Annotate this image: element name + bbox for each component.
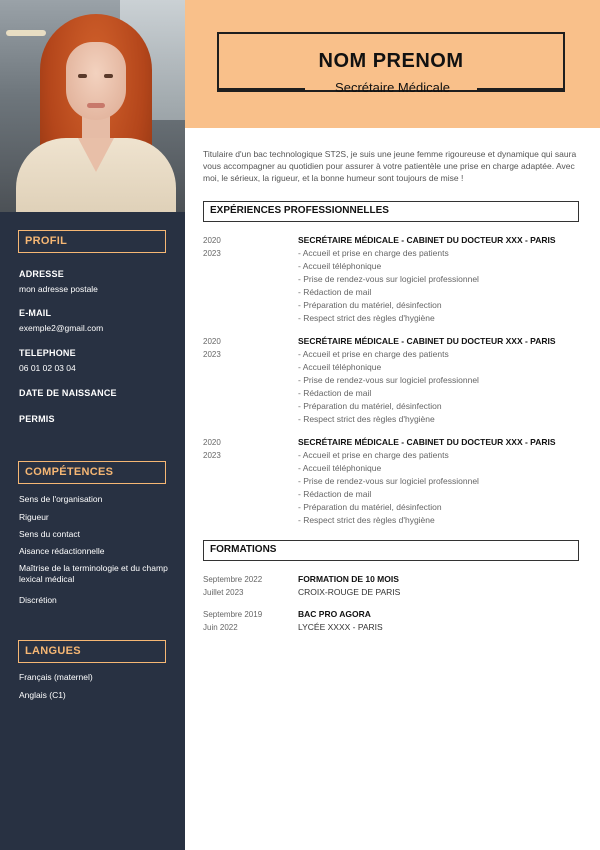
telephone-value: 06 01 02 03 04: [19, 363, 76, 373]
formations-heading: FORMATIONS: [203, 540, 579, 561]
experience-start-date: 2020: [203, 337, 221, 346]
formation-end-date: Juin 2022: [203, 623, 238, 632]
experience-bullet: - Prise de rendez-vous sur logiciel professionnel: [298, 274, 479, 284]
experience-title: SECRÉTAIRE MÉDICALE - CABINET DU DOCTEUR XXX - PARIS: [298, 336, 556, 346]
job-title: Secrétaire Médicale: [335, 80, 450, 95]
experience-bullet: - Prise de rendez-vous sur logiciel professionnel: [298, 375, 479, 385]
permis-label: PERMIS: [19, 414, 55, 424]
formation-school: LYCÉE XXXX - PARIS: [298, 622, 383, 632]
profil-heading: PROFIL: [18, 230, 166, 253]
telephone-label: TELEPHONE: [19, 348, 76, 358]
date-naissance-label: DATE DE NAISSANCE: [19, 388, 117, 398]
experiences-heading: EXPÉRIENCES PROFESSIONNELLES: [203, 201, 579, 222]
experience-bullet: - Prise de rendez-vous sur logiciel professionnel: [298, 476, 479, 486]
experience-bullet: - Accueil téléphonique: [298, 463, 382, 473]
email-value: exemple2@gmail.com: [19, 323, 104, 333]
competence-item: Maîtrise de la terminologie et du champ lexical médical: [19, 563, 168, 584]
formation-school: CROIX-ROUGE DE PARIS: [298, 587, 401, 597]
experience-bullet: - Respect strict des règles d'hygiène: [298, 313, 435, 323]
experience-bullet: - Préparation du matériel, désinfection: [298, 300, 442, 310]
sidebar: [0, 0, 185, 850]
experience-title: SECRÉTAIRE MÉDICALE - CABINET DU DOCTEUR XXX - PARIS: [298, 437, 556, 447]
competence-item: Sens du contact: [19, 529, 80, 539]
experience-bullet: - Accueil téléphonique: [298, 261, 382, 271]
candidate-name: NOM PRENOM: [318, 50, 464, 72]
langue-item: Anglais (C1): [19, 690, 66, 700]
experience-bullet: - Accueil téléphonique: [298, 362, 382, 372]
experience-end-date: 2023: [203, 249, 221, 258]
competence-item: Rigueur: [19, 512, 49, 522]
experience-start-date: 2020: [203, 236, 221, 245]
profile-photo: [0, 0, 185, 212]
langue-item: Français (maternel): [19, 672, 93, 682]
competences-heading: COMPÉTENCES: [18, 461, 166, 484]
competence-item: Discrétion: [19, 595, 57, 605]
experience-bullet: - Préparation du matériel, désinfection: [298, 502, 442, 512]
formation-start-date: Septembre 2019: [203, 610, 263, 619]
email-label: E-MAIL: [19, 308, 52, 318]
formation-start-date: Septembre 2022: [203, 575, 263, 584]
experience-bullet: - Rédaction de mail: [298, 388, 372, 398]
experience-start-date: 2020: [203, 438, 221, 447]
intro-paragraph: Titulaire d'un bac technologique ST2S, je suis une jeune femme rigoureuse et dynamique qui saura vous accompagner au quotidien pour assurer à votre patientèle une prise en charge adaptée. Avec moi, le sérieux, la rigueur, et la bonne humeur sont toujours de mise !: [203, 149, 577, 183]
header-banner: [185, 0, 600, 128]
formation-title: FORMATION DE 10 MOIS: [298, 574, 399, 584]
experience-end-date: 2023: [203, 451, 221, 460]
formation-title: BAC PRO AGORA: [298, 609, 371, 619]
formation-end-date: Juillet 2023: [203, 588, 244, 597]
competence-item: Sens de l'organisation: [19, 494, 103, 504]
experience-bullet: - Préparation du matériel, désinfection: [298, 401, 442, 411]
experience-bullet: - Rédaction de mail: [298, 287, 372, 297]
adresse-value: mon adresse postale: [19, 284, 98, 294]
experience-title: SECRÉTAIRE MÉDICALE - CABINET DU DOCTEUR XXX - PARIS: [298, 235, 556, 245]
experience-end-date: 2023: [203, 350, 221, 359]
experience-bullet: - Accueil et prise en charge des patients: [298, 248, 449, 258]
competence-item: Aisance rédactionnelle: [19, 546, 105, 556]
experience-bullet: - Accueil et prise en charge des patients: [298, 349, 449, 359]
experience-bullet: - Respect strict des règles d'hygiène: [298, 515, 435, 525]
langues-heading: LANGUES: [18, 640, 166, 663]
adresse-label: ADRESSE: [19, 269, 64, 279]
experience-bullet: - Accueil et prise en charge des patients: [298, 450, 449, 460]
experience-bullet: - Rédaction de mail: [298, 489, 372, 499]
experience-bullet: - Respect strict des règles d'hygiène: [298, 414, 435, 424]
